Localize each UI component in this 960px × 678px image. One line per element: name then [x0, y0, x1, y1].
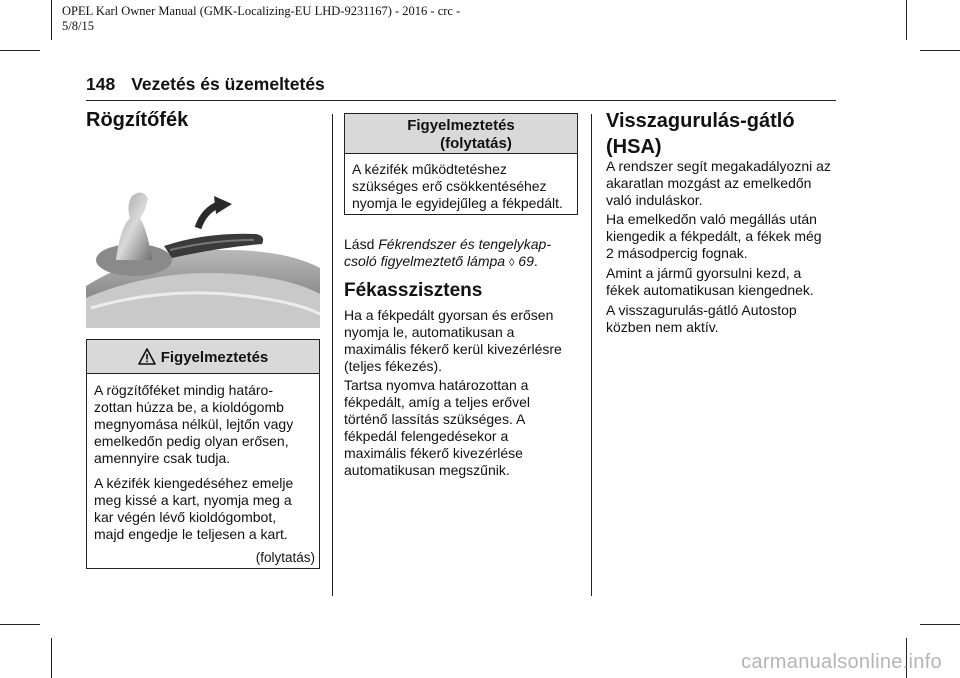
warning-box	[86, 339, 320, 569]
continued-label: (folytatás)	[255, 550, 315, 565]
text-line: fékpedál felengedésekor a	[344, 428, 509, 444]
section-heading	[606, 108, 795, 160]
warning-header	[345, 114, 577, 154]
text-line: automatikusan megszűnik.	[344, 462, 510, 478]
text-line: A kézifék kiengedéséhez emelje	[94, 475, 294, 491]
document-meta-header	[62, 4, 522, 34]
warning-box-continued	[344, 113, 578, 215]
chapter-title: Vezetés és üzemeltetés	[131, 74, 325, 94]
page-number: 148	[86, 74, 116, 94]
text-line: fékek automatikusan kiengednek.	[606, 282, 814, 298]
ref-link-text[interactable]: csoló figyelmeztető lámpa	[344, 253, 506, 269]
warning-title: Figyelmeztetés	[407, 117, 515, 134]
text-line: maximális fékerő kivezérlése	[344, 445, 523, 461]
body-paragraph	[606, 158, 846, 209]
warning-title: Figyelmeztetés	[160, 349, 269, 366]
column-divider	[591, 114, 592, 596]
watermark: carmanualsonline.info	[741, 651, 942, 673]
text-line: való induláskor.	[606, 192, 703, 208]
text-line: nyomja le, automatikusan a	[344, 324, 515, 340]
text-line: majd engedje le teljesen a kart.	[94, 526, 288, 542]
warning-triangle-icon	[138, 348, 156, 370]
ref-page-number[interactable]: 69	[518, 253, 534, 269]
crop-mark	[920, 50, 960, 51]
text-line: akaratlan mozgást az emelkedőn	[606, 175, 812, 191]
parking-brake-image	[86, 188, 320, 328]
warning-header	[87, 340, 319, 374]
text-line: A rögzítőféket mindig határo-	[94, 382, 273, 398]
text-line: Tartsa nyomva határozottan a	[344, 377, 529, 393]
meta-line: OPEL Karl Owner Manual (GMK-Localizing-EU LHD-9231167) - 2016 - crc -	[62, 4, 461, 18]
crop-mark	[0, 624, 40, 625]
text-line: kar végén lévő kioldógombot,	[94, 509, 277, 525]
text-line: A rendszer segít megakadályozni az	[606, 158, 831, 174]
warning-title-continued: (folytatás)	[440, 135, 512, 152]
body-paragraph	[606, 302, 846, 336]
text-line: emelkedőn pedig olyan erősen,	[94, 433, 289, 449]
text-line: A kézifék működtetéshez	[352, 161, 507, 177]
text-line: maximális fékerő kerül kivezérlésre	[344, 341, 562, 357]
heading-line: Visszagurulás-gátló	[606, 110, 795, 132]
text-line: Amint a jármű gyorsulni kezd, a	[606, 265, 802, 281]
crop-mark	[906, 0, 907, 40]
ref-suffix: .	[533, 253, 538, 269]
text-line: közben nem aktív.	[606, 319, 719, 335]
warning-body	[345, 154, 577, 212]
meta-line: 5/8/15	[62, 19, 94, 33]
crop-mark	[920, 624, 960, 625]
column-divider	[332, 114, 333, 596]
warning-body	[87, 374, 319, 543]
body-paragraph	[344, 377, 584, 479]
warning-paragraph	[352, 161, 569, 212]
text-line: történő lassítás szükséges. A	[344, 411, 526, 427]
body-paragraph	[606, 211, 846, 262]
ref-link-text[interactable]: Fékrendszer és tengelykap-	[378, 236, 552, 252]
text-line: Ha a fékpedált gyorsan és erősen	[344, 307, 554, 323]
body-paragraph	[344, 307, 584, 375]
text-line: szükséges erő csökkentéséhez	[352, 178, 547, 194]
text-line: megnyomása nélkül, lejtőn vagy	[94, 416, 294, 432]
text-line: zottan húzza be, a kioldógomb	[94, 399, 284, 415]
reference-paragraph	[344, 236, 584, 272]
text-line: kiengedik a fékpedált, a fékek még	[606, 228, 822, 244]
warning-paragraph	[94, 475, 311, 543]
crop-mark	[0, 50, 40, 51]
crop-mark	[51, 0, 52, 40]
text-line: meg kissé a kart, nyomja meg a	[94, 492, 292, 508]
text-line: A visszagurulás-gátló Autostop	[606, 302, 797, 318]
text-line: fékpedált, amíg a teljes erővel	[344, 394, 530, 410]
page-reference-icon: ◊	[508, 257, 515, 269]
running-head	[86, 72, 836, 101]
text-line: Ha emelkedőn való megállás után	[606, 211, 817, 227]
warning-paragraph	[94, 382, 311, 467]
body-paragraph	[606, 265, 846, 299]
subsection-heading: Fékasszisztens	[344, 280, 483, 301]
text-line: 2 másodpercig fognak.	[606, 245, 748, 261]
ref-prefix: Lásd	[344, 236, 379, 252]
crop-mark	[51, 638, 52, 678]
heading-line: (HSA)	[606, 136, 662, 158]
text-line: amennyire csak tudja.	[94, 450, 231, 466]
text-line: nyomja le egyidejűleg a fékpedált.	[352, 195, 563, 211]
text-line: (teljes fékezés).	[344, 358, 443, 374]
section-heading: Rögzítőfék	[86, 109, 189, 131]
